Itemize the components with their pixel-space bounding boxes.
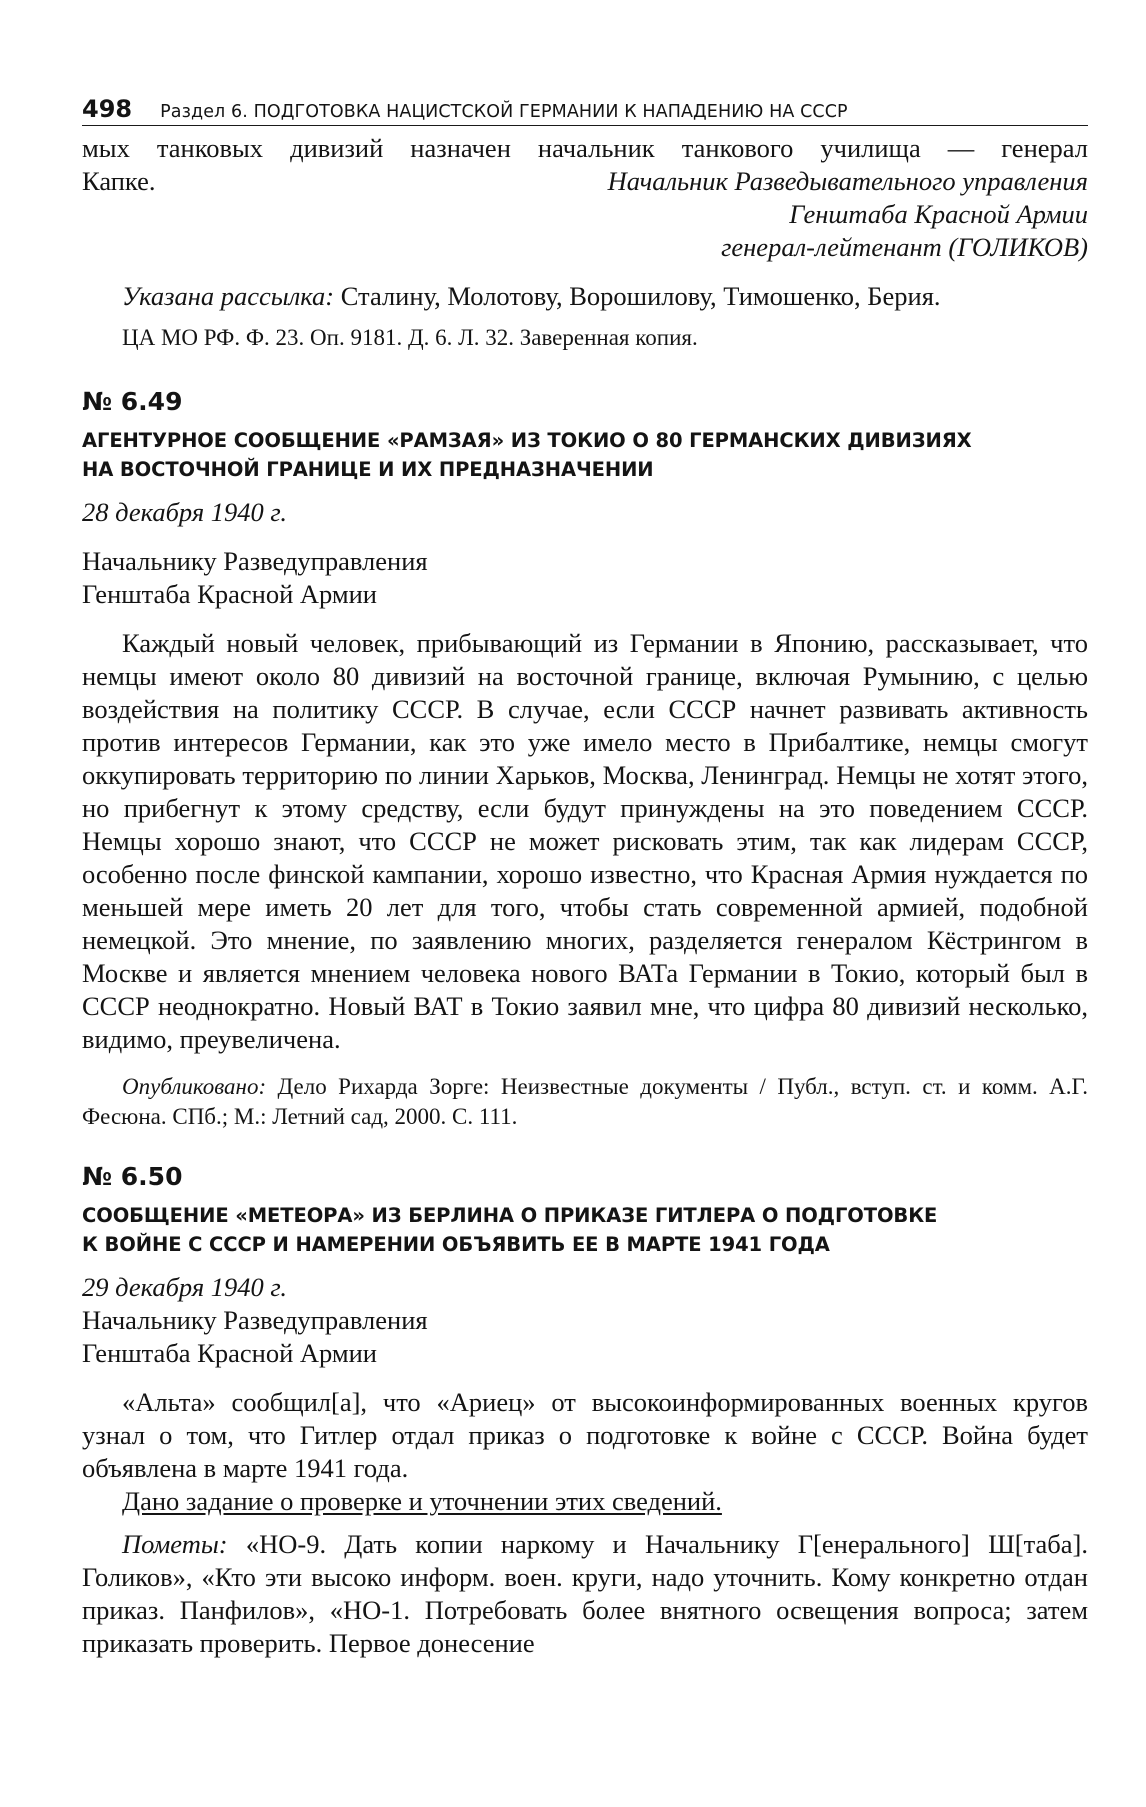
document-page: [82, 95, 1088, 1660]
document-title-line: АГЕНТУРНОЕ СООБЩЕНИЕ «РАМЗАЯ» ИЗ ТОКИО О 80 ГЕРМАНСКИХ ДИВИЗИЯХ: [82, 429, 972, 452]
addressee-line: Генштаба Красной Армии: [82, 1338, 377, 1368]
published-label: Опубликовано:: [122, 1074, 267, 1099]
continued-text-line: мых танковых дивизий назначен начальник танкового училища — генерал: [82, 133, 1088, 163]
addressee-line: Генштаба Красной Армии: [82, 579, 377, 609]
document-title-line: НА ВОСТОЧНОЙ ГРАНИЦЕ И ИХ ПРЕДНАЗНАЧЕНИИ: [82, 458, 654, 481]
addressee-line: Начальнику Разведуправления: [82, 546, 428, 576]
notes-label: Пометы:: [122, 1529, 228, 1559]
document-number: № 6.49: [82, 387, 183, 416]
notes-text: «НО-9. Дать копии наркому и Начальнику Г[енерального] Ш[таба]. Голиков», «Кто эти высоко информ. воен. круги, надо уточнить. Кому конкретно отдан приказ. Панфилов», «НО-1. Потребовать более внятного освещения вопроса; затем приказать проверить. Первое донесение: [82, 1529, 1088, 1658]
archive-reference: ЦА МО РФ. Ф. 23. Оп. 9181. Д. 6. Л. 32. Заверенная копия.: [122, 325, 698, 350]
signature-block: [82, 165, 1088, 264]
task-note: Дано задание о проверке и уточнении этих сведений.: [122, 1486, 722, 1516]
addressee-line: Начальнику Разведуправления: [82, 1305, 428, 1335]
mailing-list: [82, 280, 1088, 313]
document-title: [82, 426, 1088, 484]
document-6-50: [82, 1162, 1088, 1660]
page-header: [82, 95, 1088, 126]
document-6-49: [82, 387, 1088, 1132]
signature-line: Генштаба Красной Армии: [789, 199, 1088, 229]
signature-line: генерал-лейтенант (ГОЛИКОВ): [721, 232, 1088, 262]
document-date: 28 декабря 1940 г.: [82, 497, 288, 527]
document-title-line: СООБЩЕНИЕ «МЕТЕОРА» ИЗ БЕРЛИНА О ПРИКАЗЕ ГИТЛЕРА О ПОДГОТОВКЕ: [82, 1204, 938, 1227]
document-body: Каждый новый человек, прибывающий из Германии в Японию, рассказывает, что немцы имеют около 80 дивизий на восточной границе, включая Румынию, с целью воздействия на политику СССР. В случае, если СССР начнет развивать активность против интересов Германии, как это уже имело место в Прибалтике, немцы смогут оккупировать территорию по линии Харьков, Москва, Ленинград. Немцы не хотят этого, но прибегнут к этому средству, если будут принуждены на это поведением СССР. Немцы хорошо знают, что СССР не может рисковать этим, так как лидерам СССР, особенно после финской кампании, хорошо известно, что Красная Армия нуждается по меньшей мере иметь 20 лет для того, чтобы стать современной армией, подобной немецкой. Это мнение, по заявлению многих, разделяется генералом Кёстрингом в Москве и является мнением человека нового ВАТа Германии в Токио, который был в СССР неоднократно. Новый ВАТ в Токио заявил мне, что цифра 80 дивизий несколько, видимо, преувеличена.: [82, 628, 1088, 1054]
document-number: № 6.50: [82, 1162, 183, 1191]
continued-text-line: Капке.: [82, 166, 156, 196]
resolution-notes: [82, 1528, 1088, 1660]
running-title: Раздел 6. ПОДГОТОВКА НАЦИСТСКОЙ ГЕРМАНИИ К НАПАДЕНИЮ НА СССР: [160, 102, 848, 122]
publication-reference: [82, 1072, 1088, 1132]
document-title-line: К ВОЙНЕ С СССР И НАМЕРЕНИИ ОБЪЯВИТЬ ЕЕ В МАРТЕ 1941 ГОДА: [82, 1233, 830, 1256]
page-number: 498: [82, 95, 133, 123]
mailing-text: Сталину, Молотову, Ворошилову, Тимошенко, Берия.: [334, 281, 941, 311]
published-text: Дело Рихарда Зорге: Неизвестные документы / Публ., вступ. ст. и комм. А.Г. Фесюна. СПб.; М.: Летний сад, 2000. С. 111.: [82, 1074, 1088, 1129]
previous-document-tail: [82, 132, 1088, 353]
document-title: [82, 1201, 1088, 1259]
document-date: 29 декабря 1940 г.: [82, 1272, 288, 1302]
document-body: «Альта» сообщил[а], что «Ариец» от высокоинформированных военных кругов узнал о том, что Гитлер отдал приказ о подготовке к войне с СССР. Война будет объявлена в марте 1941 года.: [82, 1387, 1088, 1483]
signature-line: Начальник Разведывательного управления: [607, 166, 1088, 196]
mailing-label: Указана рассылка:: [122, 281, 335, 311]
